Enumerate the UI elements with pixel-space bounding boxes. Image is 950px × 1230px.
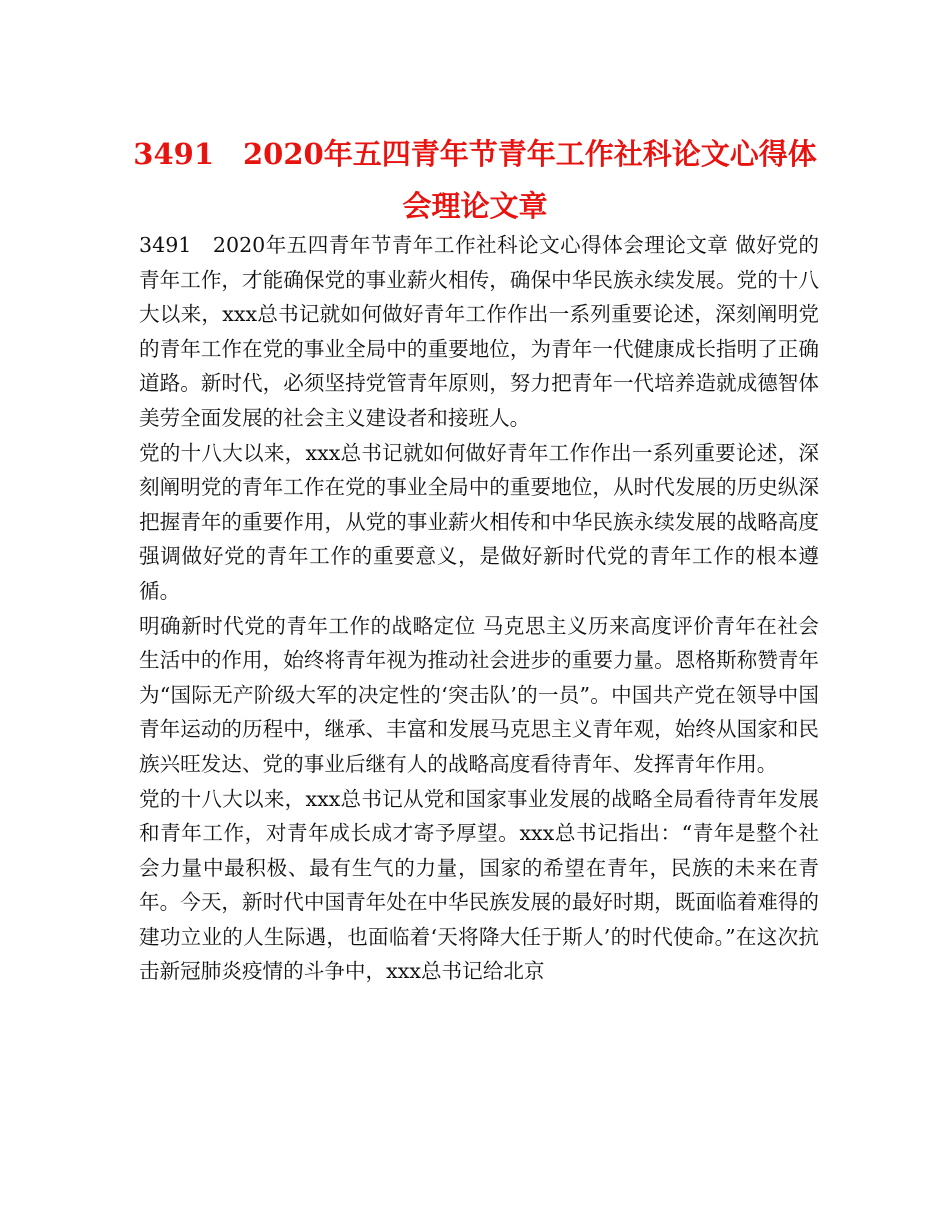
paragraph: 党的十八大以来，xxx总书记从党和国家事业发展的战略全局看待青年发展和青年工作，对青年成长成才寄予厚望。xxx总书记指出：“青年是整个社会力量中最积极、最有生气的力量，国家的希望在青年，民族的未来在青年。今天，新时代中国青年处在中华民族发展的最好时期，既面临着难得的建功立业的人生际遇，也面临着‘天将降大任于斯人’的时代使命。”在这次抗击新冠肺炎疫情的斗争中，xxx总书记给北京 [139,786,819,984]
paragraph: 3491 2020年五四青年节青年工作社科论文心得体会理论文章 做好党的青年工作，才能确保党的事业薪火相传，确保中华民族永续发展。党的十八大以来，xxx总书记就如何做好青年工作作出一系列重要论述，深刻阐明党的青年工作在党的事业全局中的重要地位，为青年一代健康成长指明了正确道路。新时代，必须坚持党管青年原则，努力把青年一代培养造就成德智体美劳全面发展的社会主义建设者和接班人。 [139,233,819,430]
document-title: 3491 2020年五四青年节青年工作社科论文心得体会理论文章 [133,137,817,223]
paragraph: 明确新时代党的青年工作的战略定位 马克思主义历来高度评价青年在社会生活中的作用，始终将青年视为推动社会进步的重要力量。恩格斯称赞青年为“国际无产阶级大军的决定性的‘突击队’的一员”。中国共产党在领导中国青年运动的历程中，继承、丰富和发展马克思主义青年观，始终从国家和民族兴旺发达、党的事业后继有人的战略高度看待青年、发挥青年作用。 [139,613,819,776]
document-body [139,228,819,989]
paragraph: 党的十八大以来，xxx总书记就如何做好青年工作作出一系列重要论述，深刻阐明党的青年工作在党的事业全局中的重要地位，从时代发展的历史纵深把握青年的重要作用，从党的事业薪火相传和中华民族永续发展的战略高度强调做好党的青年工作的重要意义，是做好新时代党的青年工作的根本遵循。 [139,440,819,603]
